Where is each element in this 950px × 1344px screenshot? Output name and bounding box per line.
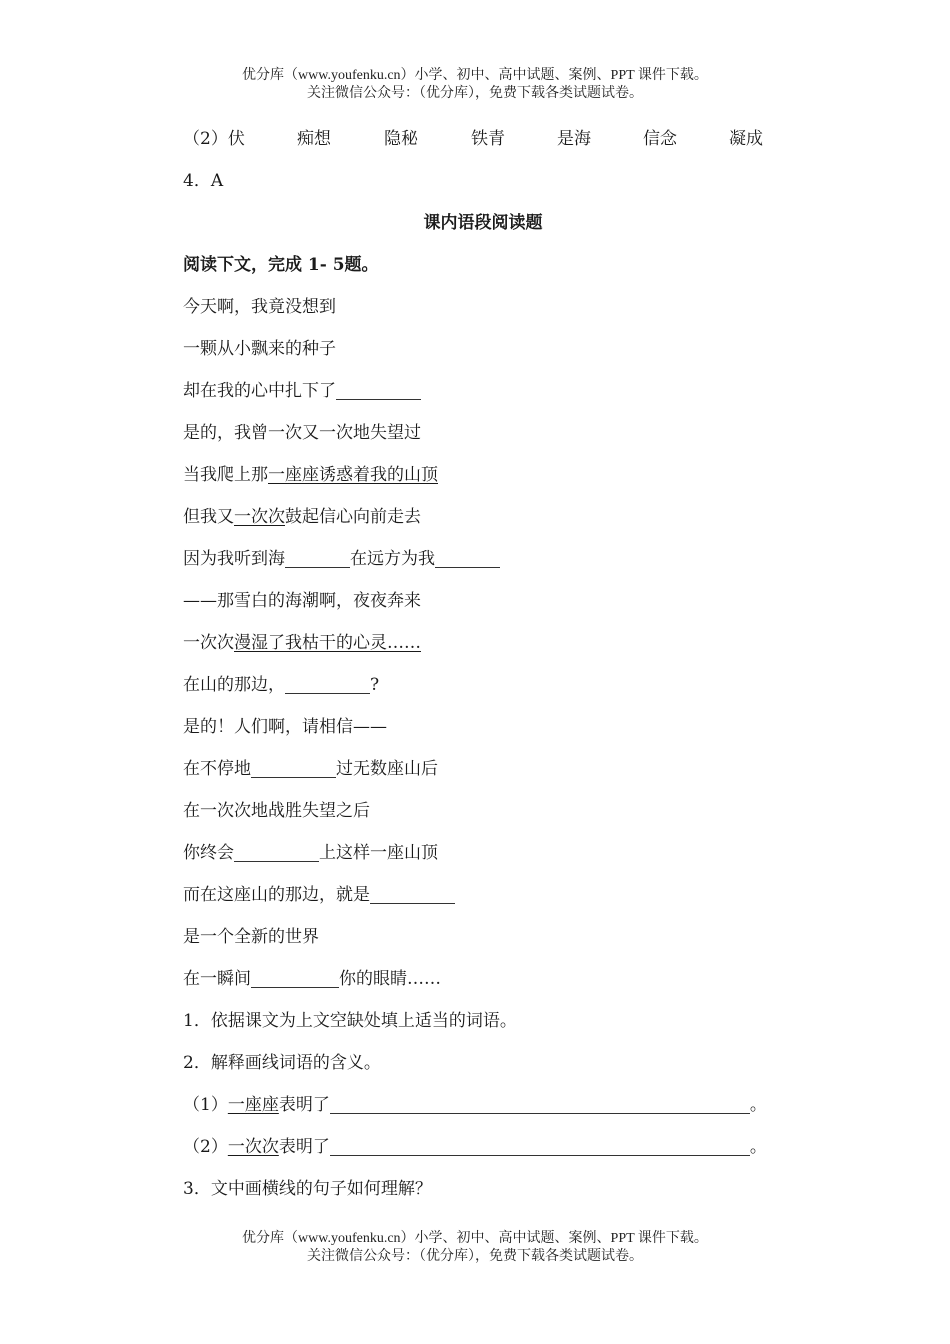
- question-2-1: [183, 1084, 783, 1126]
- underlined-phrase: 一座座诱惑着我的山顶: [268, 465, 438, 485]
- poem-line: 是的，我曾一次又一次地失望过: [183, 423, 421, 443]
- footer-line-1: 优分库（www.youfenku.cn）小学、初中、高中试题、案例、PPT 课件下载。: [242, 1231, 708, 1246]
- underlined-sentence: 漫湿了我枯干的心灵……: [234, 633, 421, 653]
- question-text: 表明了: [278, 1095, 330, 1115]
- poem-line: ——那雪白的海潮啊，夜夜奔来: [183, 591, 421, 611]
- fill-blank[interactable]: [285, 549, 350, 568]
- poem-line: [183, 496, 783, 538]
- poem-line: [183, 622, 783, 664]
- fill-blank[interactable]: [336, 381, 421, 400]
- poem-text: 在远方为我: [350, 549, 435, 569]
- underlined-word: 一次次: [227, 1137, 279, 1157]
- footer-line-2: 关注微信公众号：（优分库），免费下载各类试题试卷。: [307, 1249, 643, 1264]
- fill-blank[interactable]: [435, 549, 500, 568]
- poem-text: ?: [370, 675, 380, 695]
- question-2-2: [183, 1126, 783, 1168]
- poem-text: 鼓起信心向前走去: [285, 507, 421, 527]
- poem-text: 当我爬上那: [183, 465, 268, 485]
- poem-text: 在不停地: [183, 759, 251, 779]
- fill-blank[interactable]: [234, 843, 319, 862]
- poem-line: [183, 664, 783, 706]
- poem-line: [183, 874, 783, 916]
- answer-item-2: [183, 118, 783, 160]
- poem-line: 是的！人们啊，请相信——: [183, 717, 387, 737]
- page-footer: [0, 1230, 950, 1266]
- poem-text: 在山的那边，: [183, 675, 285, 695]
- poem-text: 上这样一座山顶: [319, 843, 438, 863]
- period: 。: [749, 1095, 767, 1115]
- answer-blank[interactable]: [330, 1137, 750, 1156]
- poem-line: 今天啊，我竟没想到: [183, 297, 336, 317]
- poem-text: 但我又: [183, 507, 234, 527]
- answer-word: 隐秘: [384, 129, 418, 149]
- poem-text: 因为我听到海: [183, 549, 285, 569]
- question-text: 表明了: [278, 1137, 330, 1157]
- answer-word: 是海: [557, 129, 591, 149]
- underlined-word: 一次次: [234, 507, 285, 527]
- poem-text: 过无数座山后: [336, 759, 438, 779]
- answer-word: 凝成: [729, 129, 763, 149]
- poem-line: 是一个全新的世界: [183, 927, 319, 947]
- answer-word: 铁青: [471, 129, 505, 149]
- poem-text: 你的眼睛……: [339, 969, 441, 989]
- section-title: 课内语段阅读题: [423, 213, 543, 233]
- page-header: [0, 67, 950, 103]
- poem-text: 一次次: [183, 633, 234, 653]
- answer-word: 信念: [643, 129, 677, 149]
- answer-item-4: 4．A: [183, 171, 224, 191]
- poem-text: 你终会: [183, 843, 234, 863]
- poem-line: [183, 748, 783, 790]
- answer-blank[interactable]: [330, 1095, 750, 1114]
- fill-blank[interactable]: [251, 759, 336, 778]
- poem-text: 在一瞬间: [183, 969, 251, 989]
- sub-label: （2）: [183, 1137, 228, 1157]
- fill-blank[interactable]: [370, 885, 455, 904]
- sub-label: （1）: [183, 1095, 228, 1115]
- fill-blank[interactable]: [251, 969, 339, 988]
- instruction: 阅读下文，完成 1- 5题。: [183, 255, 379, 275]
- underlined-word: 一座座: [227, 1095, 279, 1115]
- fill-blank[interactable]: [285, 675, 370, 694]
- poem-line: [183, 832, 783, 874]
- period: 。: [749, 1137, 767, 1157]
- document-body: [183, 118, 783, 1210]
- poem-line: [183, 370, 783, 412]
- poem-text: 而在这座山的那边，就是: [183, 885, 370, 905]
- poem-text: 却在我的心中扎下了: [183, 381, 336, 401]
- answer-label: （2）伏: [183, 129, 245, 149]
- question-2: 2．解释画线词语的含义。: [183, 1053, 381, 1073]
- poem-line: [183, 538, 783, 580]
- poem-line: [183, 454, 783, 496]
- question-3: 3．文中画横线的句子如何理解？: [183, 1179, 432, 1199]
- header-line-2: 关注微信公众号：（优分库），免费下载各类试题试卷。: [307, 86, 643, 101]
- answer-word: 痴想: [297, 129, 331, 149]
- poem-line: 一颗从小飘来的种子: [183, 339, 336, 359]
- poem-line: [183, 958, 783, 1000]
- poem-line: 在一次次地战胜失望之后: [183, 801, 370, 821]
- question-1: 1．依据课文为上文空缺处填上适当的词语。: [183, 1011, 517, 1031]
- header-line-1: 优分库（www.youfenku.cn）小学、初中、高中试题、案例、PPT 课件下载。: [242, 68, 708, 83]
